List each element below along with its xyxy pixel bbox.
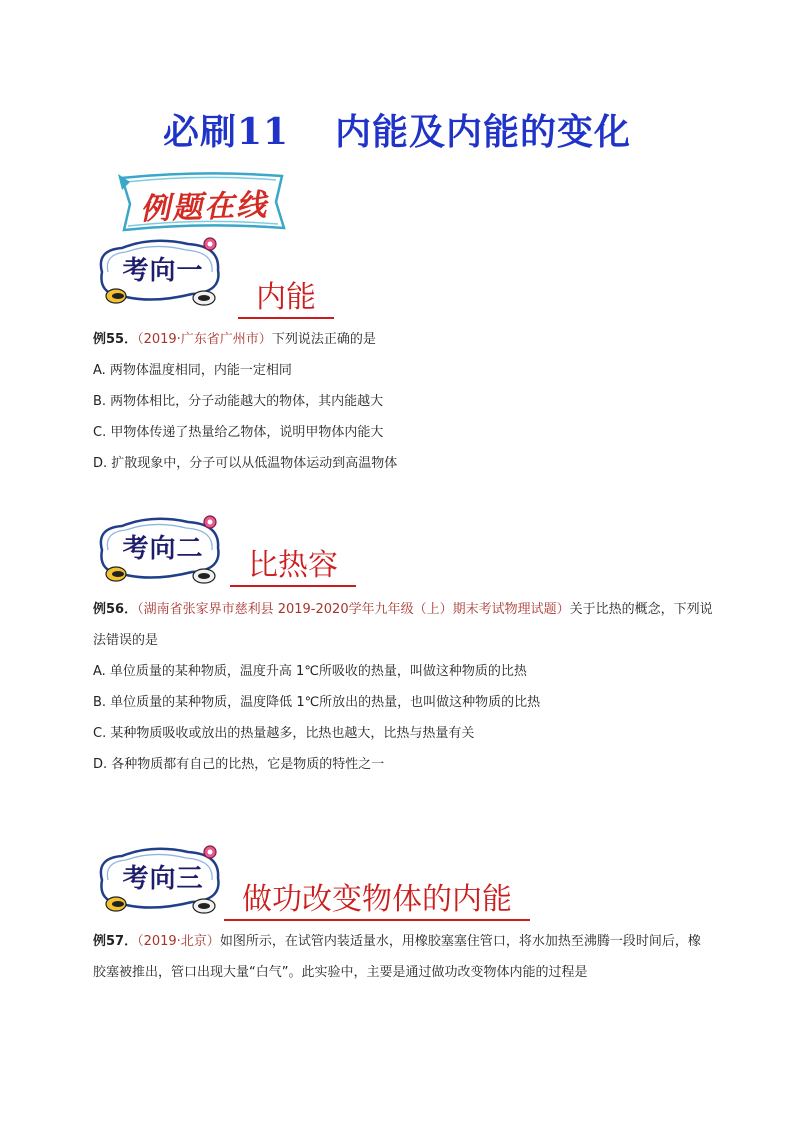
banner-text: 例题在线	[139, 187, 269, 228]
option-b: B. 两物体相比，分子动能越大的物体，其内能越大	[93, 394, 384, 409]
section-badge-3	[92, 840, 232, 922]
question-stem	[93, 594, 713, 656]
section-badge-1	[92, 232, 232, 314]
badge-text-3: 考向三	[122, 864, 204, 894]
badge-text-2: 考向二	[122, 534, 204, 564]
option-b: B. 单位质量的某种物质，温度降低 1℃所放出的热量，也叫做这种物质的比热	[93, 695, 541, 710]
question-text: 如图所示，在试管内装适量水，用橡胶塞塞住管口，将水加热至沸腾一段时间后，橡胶塞被推出，管口出现大量“白气”。此实验中，主要是通过做功改变物体内能的过程是	[93, 934, 701, 980]
section-badge-2	[92, 510, 232, 592]
badge-text-1: 考向一	[122, 256, 204, 286]
option-a: A. 单位质量的某种物质，温度升高 1℃所吸收的热量，叫做这种物质的比热	[93, 664, 527, 679]
question-source: （2019·北京）	[137, 934, 220, 949]
question-label: 例56．	[93, 602, 138, 617]
option-c: C. 甲物体传递了热量给乙物体，说明甲物体内能大	[93, 425, 384, 440]
section-heading-1: 内能	[238, 280, 334, 319]
option-d: D. 各种物质都有自己的比热，它是物质的特性之一	[93, 757, 385, 772]
option-list	[93, 355, 713, 479]
title-main: 内能及内能的变化	[335, 111, 632, 153]
question-stem	[93, 324, 713, 355]
question-source: （2019·广东省广州市）	[137, 332, 272, 347]
section-heading-3: 做功改变物体的内能	[224, 882, 530, 921]
question-text: 关于比热的概念，下列说法错误的是	[93, 602, 713, 648]
question-text: 下列说法正确的是	[271, 332, 376, 347]
question-57	[93, 926, 713, 988]
question-55	[93, 324, 713, 479]
question-label: 例55．	[93, 332, 138, 347]
page-title	[0, 104, 794, 155]
option-list	[93, 656, 713, 780]
section-heading-2: 比热容	[230, 548, 356, 587]
example-banner	[116, 168, 288, 238]
question-56	[93, 594, 713, 780]
option-c: C. 某种物质吸收或放出的热量越多，比热也越大，比热与热量有关	[93, 726, 475, 741]
question-source: （湖南省张家界市慈利县 2019-2020学年九年级（上）期末考试物理试题）	[137, 602, 570, 617]
question-stem	[93, 926, 713, 988]
option-a: A. 两物体温度相同，内能一定相同	[93, 363, 292, 378]
title-prefix: 必刷11	[162, 111, 290, 153]
option-d: D. 扩散现象中，分子可以从低温物体运动到高温物体	[93, 456, 398, 471]
question-label: 例57．	[93, 934, 138, 949]
